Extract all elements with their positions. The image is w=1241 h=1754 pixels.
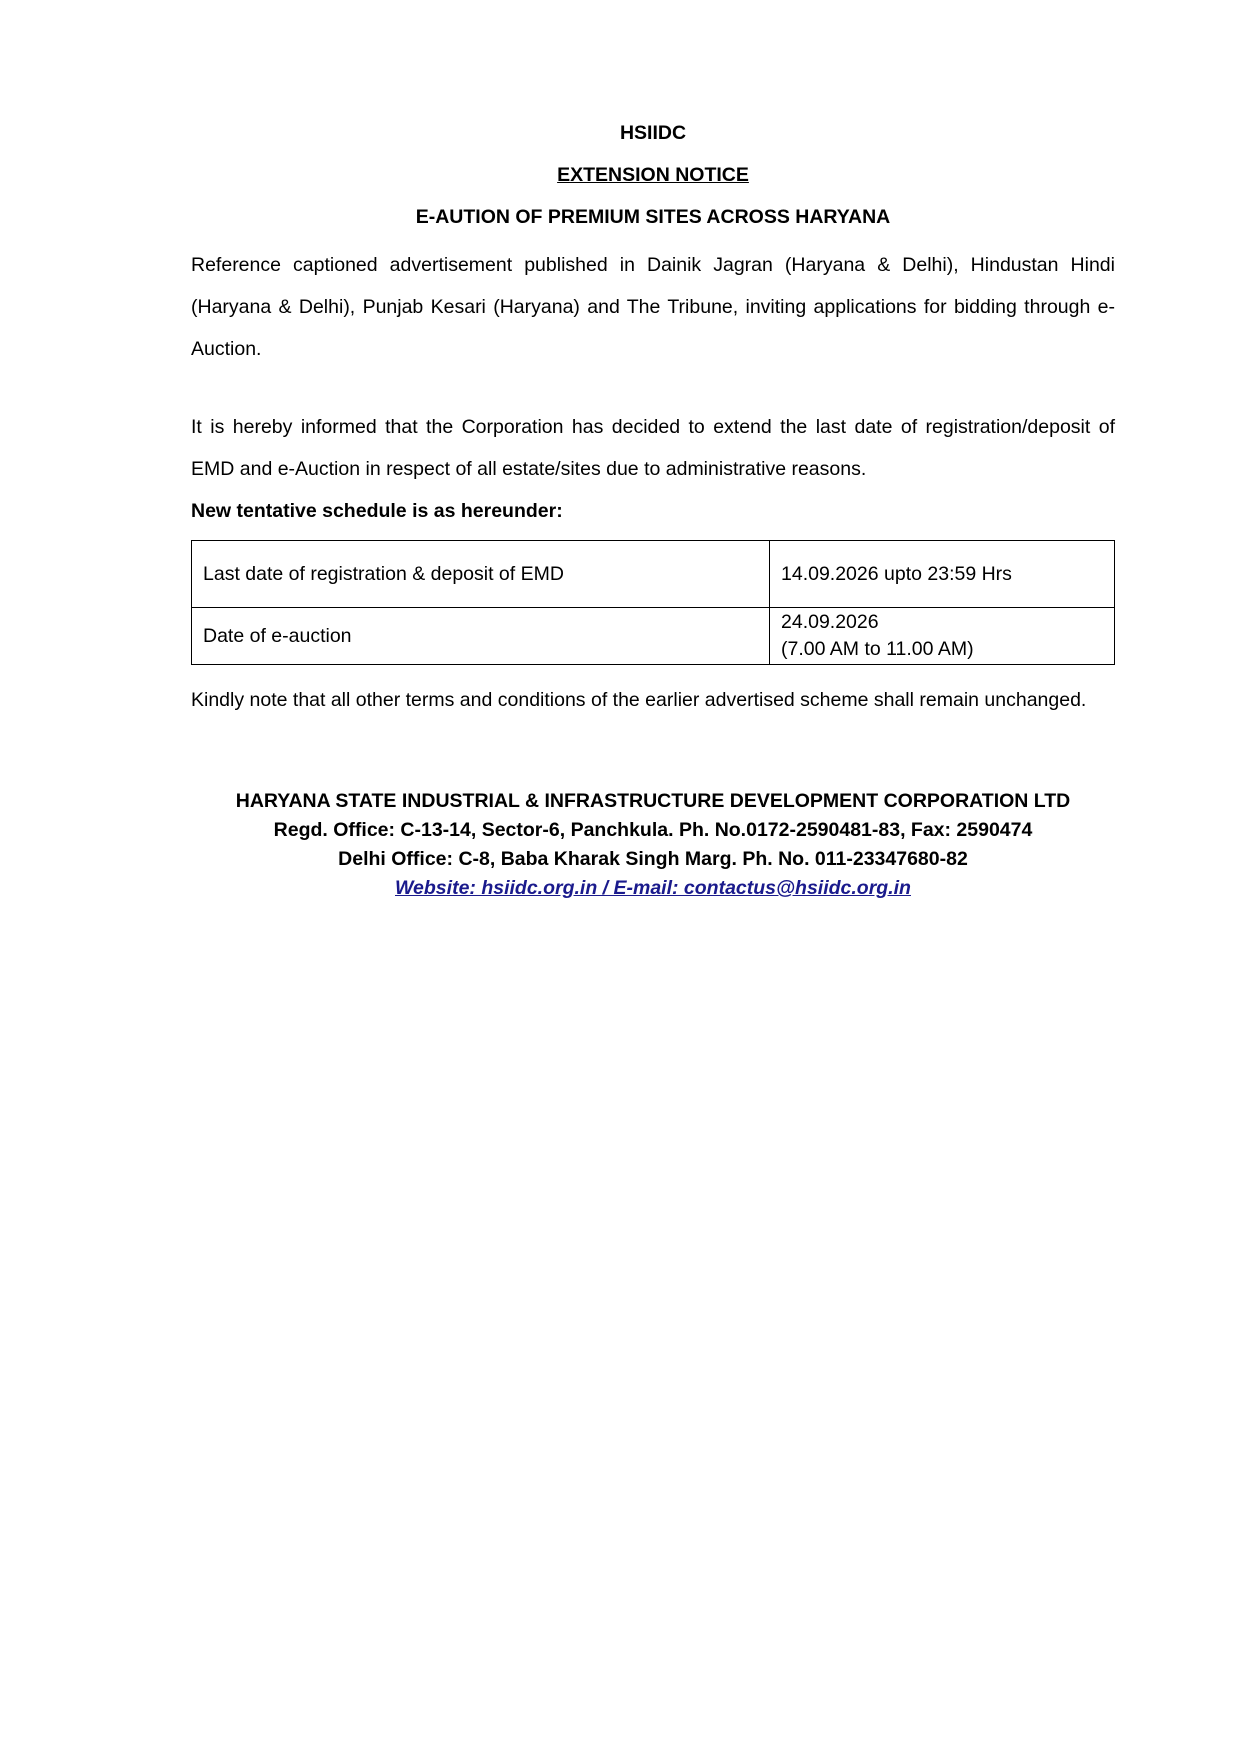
notice-subject: E-AUTION OF PREMIUM SITES ACROSS HARYANA [415, 206, 891, 228]
schedule-value-line: 24.09.2026 [781, 611, 879, 633]
table-row [192, 541, 1115, 608]
reference-paragraph: Reference captioned advertisement published in Dainik Jagran (Haryana & Delhi), Hindustan Hindi (Haryana & Delhi), Punjab Kesari (Haryana) and The Tribune, inviting applications for bidding through e-Auction. [191, 254, 1115, 360]
footer-contact-links [151, 874, 1155, 903]
website-email-link[interactable]: Website: hsiidc.org.in / E-mail: contactus@hsiidc.org.in [395, 877, 911, 899]
extension-paragraph: It is hereby informed that the Corporation has decided to extend the last date of registration/deposit of EMD and e-Auction in respect of all estate/sites due to administrative reasons. [191, 416, 1115, 480]
schedule-value-line: 14.09.2026 upto 23:59 Hrs [781, 562, 1012, 585]
schedule-label: Date of e-auction [192, 608, 770, 665]
org-short-name: HSIIDC [619, 122, 687, 144]
schedule-label: Last date of registration & deposit of EMD [192, 541, 770, 608]
schedule-heading: New tentative schedule is as hereunder: [191, 500, 563, 522]
schedule-table [191, 540, 1115, 665]
footer-delhi-office: Delhi Office: C-8, Baba Kharak Singh Marg. Ph. No. 011-23347680-82 [338, 848, 968, 870]
footer-block [151, 787, 1155, 903]
terms-paragraph: Kindly note that all other terms and conditions of the earlier advertised scheme shall remain unchanged. [191, 689, 1087, 711]
footer-org-name: HARYANA STATE INDUSTRIAL & INFRASTRUCTURE DEVELOPMENT CORPORATION LTD [235, 790, 1071, 812]
notice-title-text: EXTENSION NOTICE [557, 164, 749, 186]
schedule-value [770, 608, 1115, 665]
notice-title [191, 154, 1115, 196]
schedule-value [770, 541, 1115, 608]
footer-regd-office: Regd. Office: C-13-14, Sector-6, Panchkula. Ph. No.0172-2590481-83, Fax: 2590474 [273, 819, 1033, 841]
table-row [192, 608, 1115, 665]
schedule-value-line: (7.00 AM to 11.00 AM) [781, 638, 974, 660]
notice-content [191, 112, 1115, 903]
